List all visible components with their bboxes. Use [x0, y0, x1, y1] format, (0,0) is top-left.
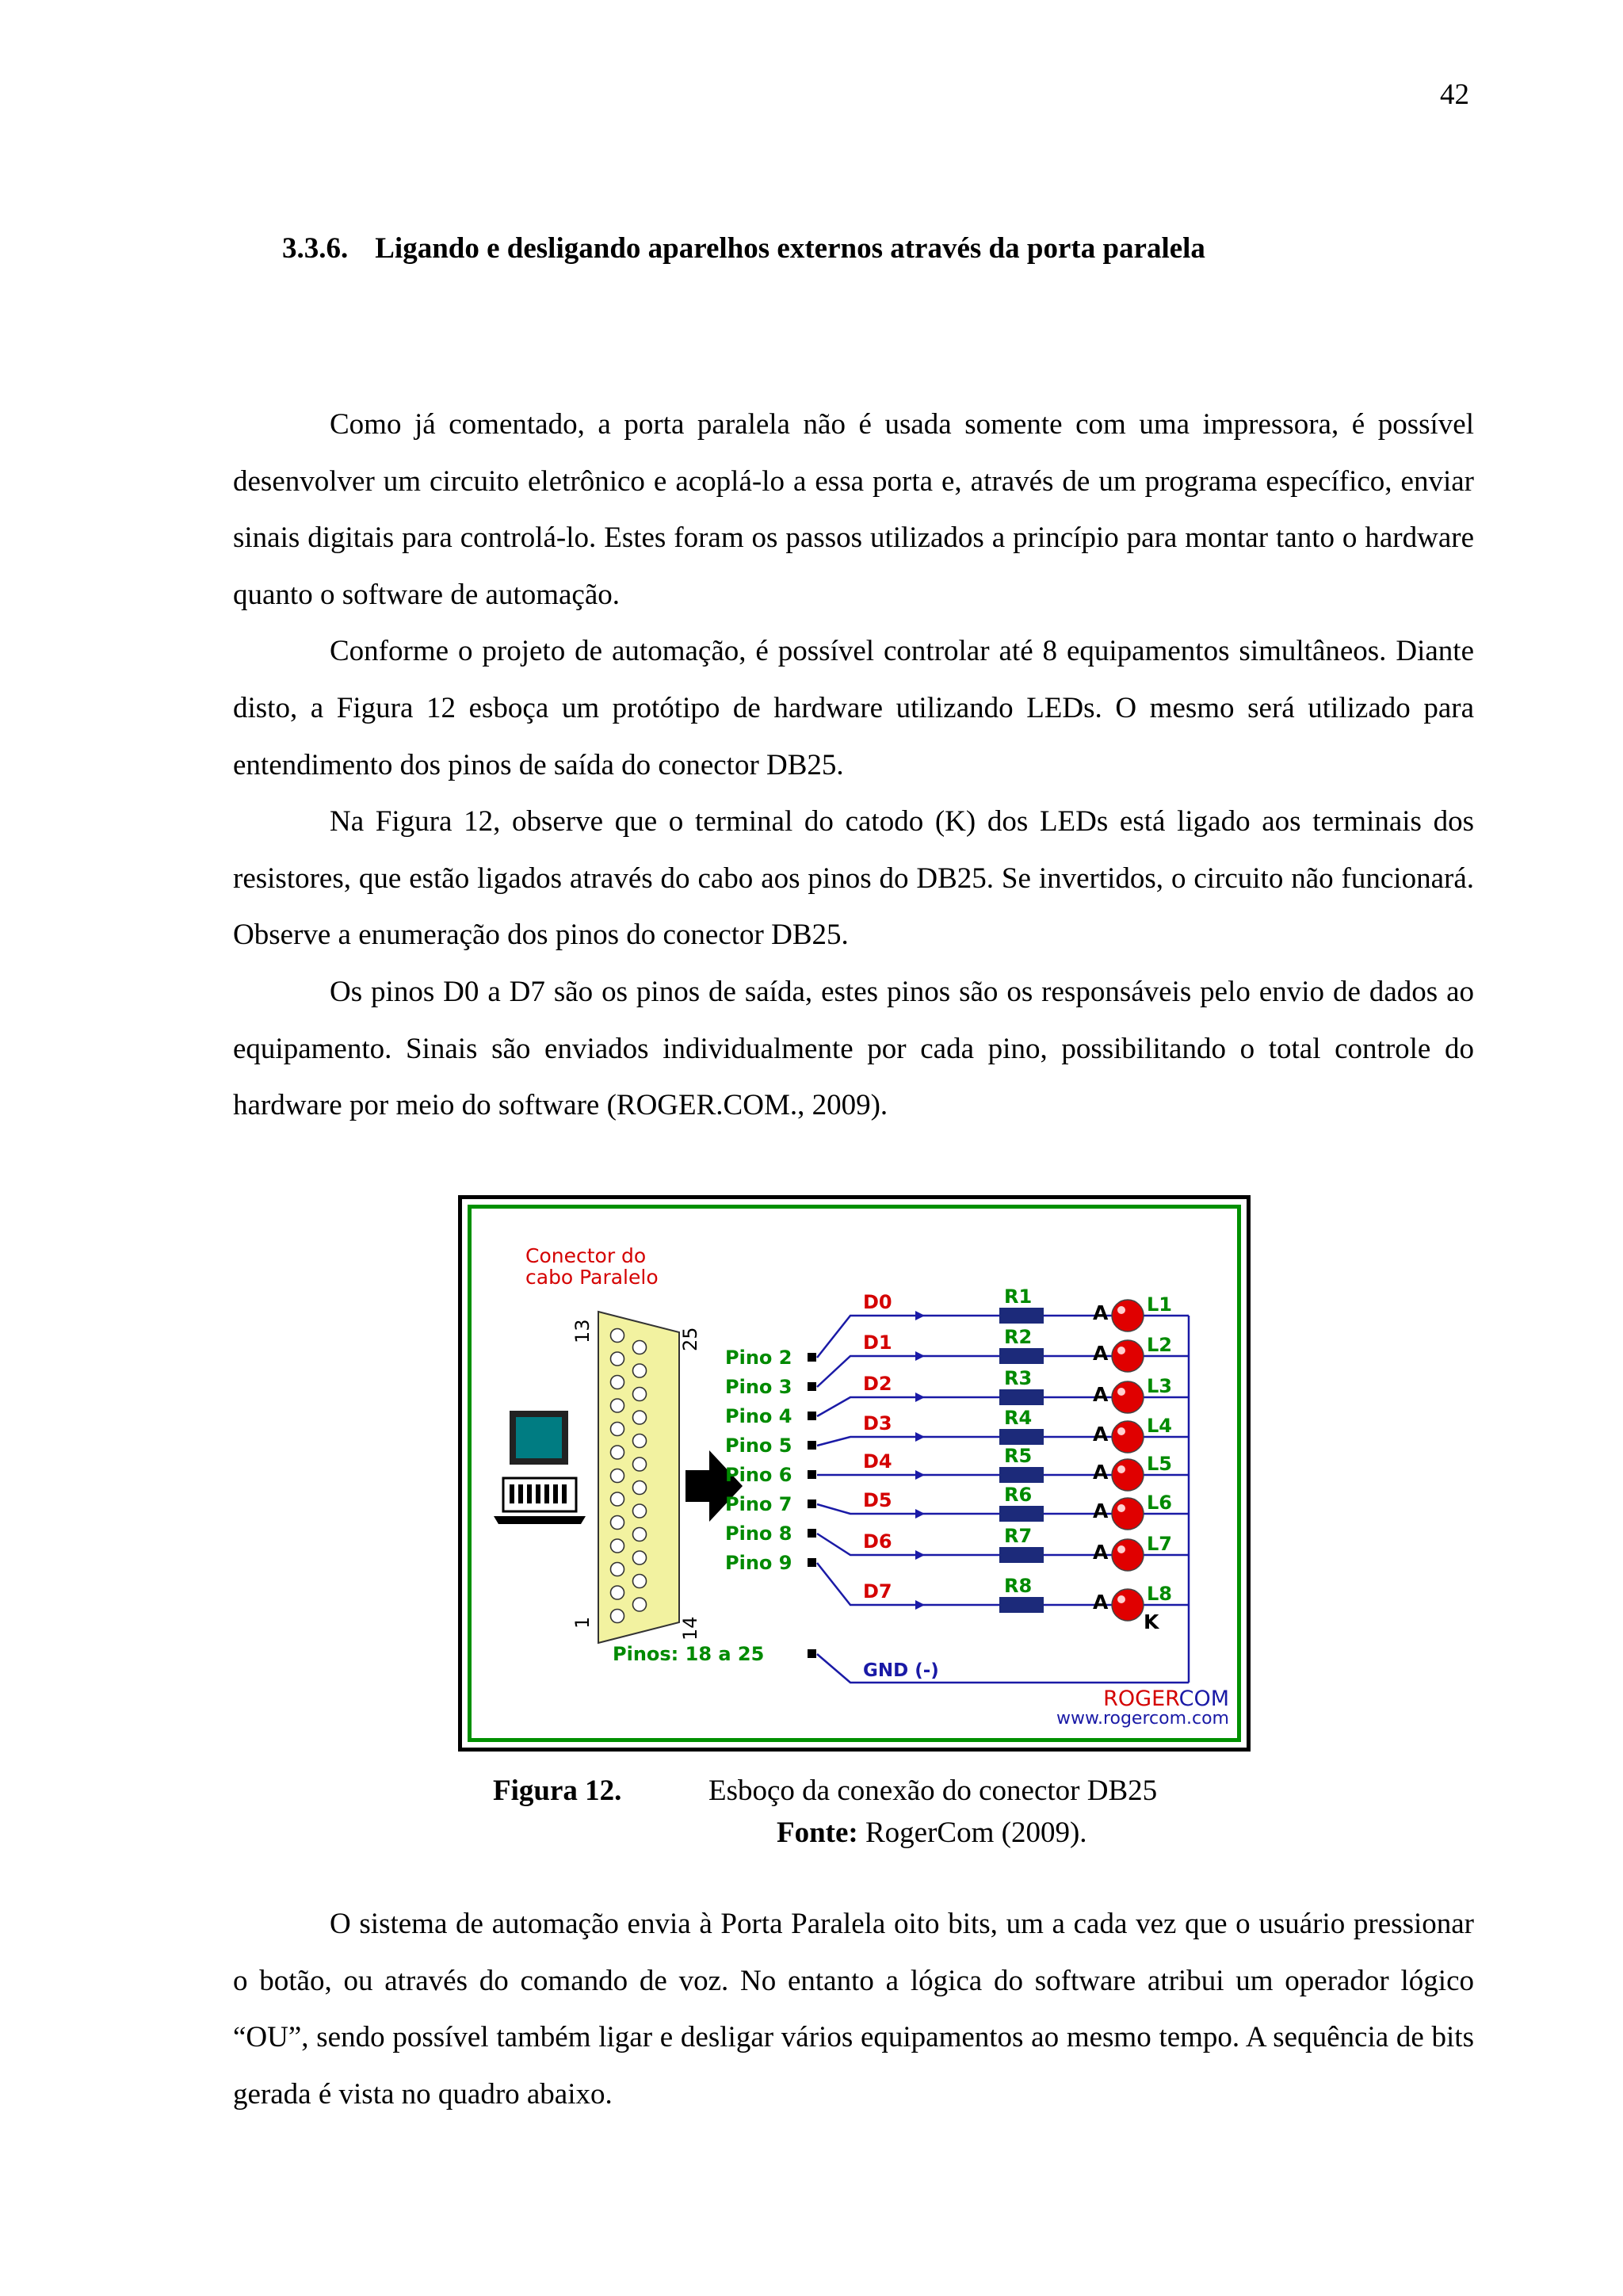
anode-label: A [1093, 1461, 1109, 1484]
connector-pin-hole [633, 1341, 647, 1354]
anode-label: A [1093, 1423, 1109, 1446]
cathode-label: K [1144, 1610, 1159, 1633]
led-label: L1 [1147, 1293, 1172, 1316]
body-text-after-figure [233, 1896, 1474, 2122]
source-text: RogerCom (2009). [865, 1817, 1087, 1849]
data-line-label: D6 [863, 1530, 892, 1553]
connector-pin-hole [633, 1575, 647, 1588]
anode-label: A [1093, 1342, 1109, 1365]
connector-pin-hole [611, 1376, 624, 1389]
connector-pin-hole [611, 1492, 624, 1506]
pin-terminal [808, 1499, 816, 1508]
led-highlight [1117, 1306, 1125, 1314]
anode-label: A [1093, 1383, 1109, 1406]
connector-pin-hole [611, 1563, 624, 1576]
anode-label: A [1093, 1541, 1109, 1564]
led-icon [1112, 1589, 1144, 1621]
data-line-label: D0 [863, 1291, 892, 1313]
resistor [999, 1506, 1044, 1522]
connector-pin-hole [611, 1610, 624, 1623]
pin-number-label: 25 [679, 1327, 701, 1351]
led-icon [1112, 1539, 1144, 1571]
wire-arrow-icon [915, 1550, 925, 1560]
connector-title: cabo Paralelo [525, 1266, 659, 1289]
logo-part: COM [1178, 1687, 1229, 1711]
pin-number-label: 1 [571, 1616, 594, 1629]
pin-terminal [808, 1470, 816, 1479]
pin-label: Pino 3 [725, 1376, 792, 1398]
led-label: L8 [1147, 1583, 1172, 1605]
pin-terminal [808, 1529, 816, 1538]
caption-label: Figura 12. [493, 1775, 622, 1807]
resistor [999, 1308, 1044, 1324]
keyboard-key-icon [518, 1484, 523, 1503]
wire-arrow-icon [915, 1509, 925, 1519]
resistor-label: R3 [1004, 1367, 1033, 1389]
connector-pin-hole [633, 1551, 647, 1564]
paragraph: O sistema de automação envia à Porta Paralela oito bits, um a cada vez que o usuário pressionar o botão, ou através do comando de voz. No entanto a lógica do software atribui um operador lógico “OU”, sendo possível também ligar e desligar vários equipamentos ao mesmo tempo. A sequência de bits gerada é vista no quadro abaixo. [233, 1908, 1474, 2111]
anode-label: A [1093, 1591, 1109, 1614]
connector-pin-hole [633, 1504, 647, 1518]
ground-pins-label: Pinos: 18 a 25 [613, 1643, 765, 1665]
led-icon [1112, 1340, 1144, 1372]
figure-green-frame [468, 1205, 1241, 1742]
pin-terminal [808, 1558, 816, 1567]
connector-pin-hole [611, 1586, 624, 1599]
resistor [999, 1348, 1044, 1364]
body-text-before-figure [233, 396, 1474, 1134]
anode-label: A [1093, 1301, 1109, 1324]
resistor [999, 1389, 1044, 1405]
figure-db25-diagram [458, 1195, 1251, 1752]
connector-pin-hole [611, 1399, 624, 1412]
led-label: L6 [1147, 1492, 1172, 1514]
led-label: L4 [1147, 1415, 1172, 1437]
led-highlight [1117, 1388, 1125, 1396]
paragraph: Conforme o projeto de automação, é possível controlar até 8 equipamentos simultâneos. Diante disto, a Figura 12 esboça um protótipo de hardware utilizando LEDs. O mesmo será utilizado para entendimento dos pinos de saída do conector DB25. [233, 635, 1474, 781]
led-icon [1112, 1421, 1144, 1453]
source-label: Fonte: [777, 1817, 858, 1849]
section-number: 3.3.6. [282, 232, 349, 265]
led-icon [1112, 1498, 1144, 1530]
led-highlight [1117, 1465, 1125, 1473]
pin-terminal [808, 1441, 816, 1450]
figure-source [777, 1816, 1087, 1850]
connector-pin-hole [611, 1329, 624, 1343]
pin-label: Pino 8 [725, 1522, 792, 1545]
resistor-label: R2 [1004, 1326, 1033, 1348]
wire-arrow-icon [915, 1470, 925, 1480]
resistor-label: R5 [1004, 1445, 1033, 1467]
section-heading [282, 231, 1205, 266]
pin-terminal [808, 1412, 816, 1420]
led-highlight [1117, 1545, 1125, 1553]
pin-number-label: 13 [571, 1319, 594, 1343]
resistor-label: R8 [1004, 1575, 1033, 1597]
connector-pin-hole [611, 1469, 624, 1483]
page-number: 42 [1440, 78, 1469, 111]
figure-caption [493, 1774, 1158, 1808]
pin-number-label: 14 [679, 1616, 701, 1641]
connector-pin-hole [633, 1411, 647, 1424]
led-icon [1112, 1459, 1144, 1491]
connector-pin-hole [633, 1364, 647, 1377]
connector-pin-hole [633, 1528, 647, 1541]
data-line-label: D3 [863, 1412, 892, 1435]
brand-url: www.rogercom.com [1056, 1709, 1229, 1729]
logo-part: ROGER [1103, 1687, 1179, 1711]
wire-arrow-icon [915, 1600, 925, 1610]
connector-pin-hole [633, 1435, 647, 1448]
led-label: L5 [1147, 1453, 1172, 1475]
caption-text: Esboço da conexão do conector DB25 [708, 1775, 1158, 1807]
data-line-label: D4 [863, 1450, 892, 1473]
resistor-label: R6 [1004, 1484, 1033, 1506]
connector-title: Conector do [525, 1244, 647, 1267]
led-highlight [1117, 1347, 1125, 1354]
led-highlight [1117, 1427, 1125, 1435]
resistor-label: R7 [1004, 1525, 1033, 1547]
rogercom-logo [1103, 1687, 1229, 1711]
led-icon [1112, 1381, 1144, 1413]
data-line-label: D5 [863, 1489, 892, 1511]
resistor-label: R4 [1004, 1407, 1033, 1429]
led-label: L2 [1147, 1334, 1172, 1356]
wire-arrow-icon [915, 1311, 925, 1320]
wire-arrow-icon [915, 1392, 925, 1402]
keyboard-key-icon [527, 1484, 532, 1503]
paragraph: Como já comentado, a porta paralela não é usada somente com uma impressora, é possível desenvolver um circuito eletrônico e acoplá-lo a essa porta e, através de um programa específico, enviar sinais digitais para controlá-lo. Estes foram os passos utilizados a princípio para montar tanto o hardware quanto o software de automação. [233, 408, 1474, 611]
computer-screen-icon [516, 1417, 562, 1458]
resistor [999, 1597, 1044, 1613]
resistor [999, 1429, 1044, 1445]
keyboard-key-icon [536, 1484, 540, 1503]
wire-arrow-icon [915, 1432, 925, 1442]
keyboard-key-icon [553, 1484, 558, 1503]
pin-terminal [808, 1353, 816, 1362]
data-line-label: D2 [863, 1373, 892, 1395]
keyboard-key-icon [562, 1484, 567, 1503]
connector-pin-hole [611, 1516, 624, 1530]
connector-pin-hole [611, 1423, 624, 1436]
led-icon [1112, 1300, 1144, 1331]
connector-pin-hole [633, 1388, 647, 1401]
connector-pin-hole [633, 1598, 647, 1611]
led-label: L3 [1147, 1375, 1172, 1397]
pin-label: Pino 4 [725, 1405, 792, 1427]
wire-arrow-icon [915, 1351, 925, 1361]
connector-pin-hole [633, 1481, 647, 1495]
anode-label: A [1093, 1499, 1109, 1522]
pin-label: Pino 2 [725, 1347, 792, 1369]
connector-pin-hole [611, 1539, 624, 1553]
data-line-label: D1 [863, 1331, 892, 1354]
pin-terminal [808, 1382, 816, 1391]
led-highlight [1117, 1504, 1125, 1512]
circuit-diagram [472, 1209, 1237, 1738]
pin-label: Pino 5 [725, 1435, 792, 1457]
resistor [999, 1467, 1044, 1483]
pin-label: Pino 7 [725, 1493, 792, 1515]
computer-base-icon [494, 1516, 586, 1524]
connector-pin-hole [611, 1352, 624, 1366]
led-label: L7 [1147, 1533, 1172, 1555]
pin-terminal [808, 1649, 816, 1658]
data-line-label: D7 [863, 1580, 892, 1603]
connector-pin-hole [633, 1457, 647, 1471]
pin-label: Pino 9 [725, 1552, 792, 1574]
keyboard-key-icon [510, 1484, 514, 1503]
resistor [999, 1547, 1044, 1563]
section-title: Ligando e desligando aparelhos externos através da porta paralela [375, 232, 1205, 265]
ground-line-label: GND (-) [863, 1660, 939, 1681]
pin-label: Pino 6 [725, 1464, 792, 1486]
paragraph: Os pinos D0 a D7 são os pinos de saída, estes pinos são os responsáveis pelo envio de dados ao equipamento. Sinais são enviados individualmente por cada pino, possibilitando o total controle do hardware por meio do software (ROGER.COM., 2009). [233, 975, 1474, 1122]
resistor-label: R1 [1004, 1286, 1033, 1308]
led-highlight [1117, 1595, 1125, 1603]
connector-pin-hole [611, 1446, 624, 1459]
paragraph: Na Figura 12, observe que o terminal do catodo (K) dos LEDs está ligado aos terminais dos resistores, que estão ligados através do cabo aos pinos do DB25. Se invertidos, o circuito não funcionará. Observe a enumeração dos pinos do conector DB25. [233, 805, 1474, 952]
keyboard-key-icon [544, 1484, 549, 1503]
